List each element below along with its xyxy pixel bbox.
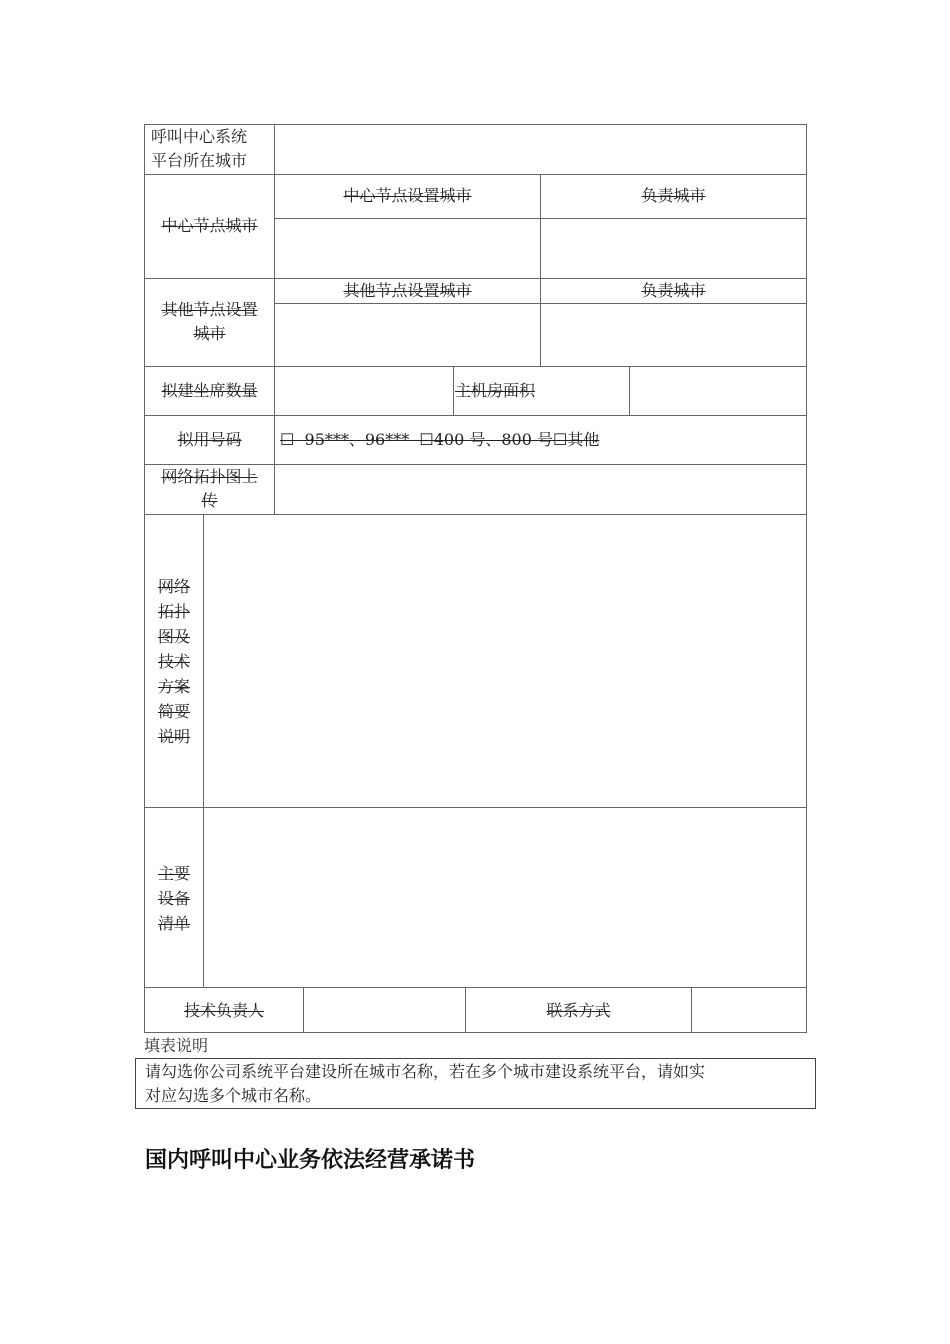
topology-desc-label: 网络拓扑图及技术方案简要说明 <box>157 577 190 746</box>
center-node-city-field[interactable] <box>275 219 540 278</box>
platform-city-field[interactable] <box>275 125 806 174</box>
seats-field[interactable] <box>275 367 453 415</box>
topology-upload-label-line2: 传 <box>201 491 218 510</box>
topology-upload-field[interactable] <box>275 465 806 514</box>
seats-label: 拟建坐席数量 <box>161 381 258 400</box>
other-node-city-header: 其他节点设置城市 <box>343 281 472 300</box>
platform-city-label-line1: 呼叫中心系统 <box>151 127 248 146</box>
platform-city-label-line2: 平台所在城市 <box>151 151 248 170</box>
room-area-field[interactable] <box>630 367 806 415</box>
center-node-responsible-header: 负责城市 <box>641 186 706 205</box>
notes-box <box>135 1058 816 1109</box>
number-label: 拟用号码 <box>177 430 242 449</box>
other-node-responsible-field[interactable] <box>541 304 806 366</box>
number-options[interactable]: ☐ 95***、96*** ☐400 号、800 号☐其他 <box>280 430 600 449</box>
notes-heading: 填表说明 <box>144 1036 209 1055</box>
topology-desc-field[interactable] <box>204 515 806 807</box>
other-node-label-line1: 其他节点设置 <box>161 300 258 319</box>
notes-text-line1: 请勾选你公司系统平台建设所在城市名称，若在多个城市建设系统平台，请如实 <box>145 1062 706 1081</box>
center-node-city-header: 中心节点设置城市 <box>343 186 472 205</box>
contact-label: 联系方式 <box>546 1001 611 1020</box>
other-node-city-field[interactable] <box>275 304 540 366</box>
equipment-field[interactable] <box>204 808 806 987</box>
section-title: 国内呼叫中心业务依法经营承诺书 <box>145 1148 476 1173</box>
room-area-label: 主机房面积 <box>455 381 536 400</box>
notes-text-line2: 对应勾选多个城市名称。 <box>145 1086 322 1105</box>
center-node-responsible-field[interactable] <box>541 219 806 278</box>
tech-lead-field[interactable] <box>304 988 465 1032</box>
equipment-label: 主要设备清单 <box>157 864 190 933</box>
topology-upload-label-line1: 网络拓扑图上 <box>161 467 258 486</box>
contact-field[interactable] <box>692 988 806 1032</box>
tech-lead-label: 技术负责人 <box>183 1001 264 1020</box>
center-node-label: 中心节点城市 <box>161 216 258 235</box>
other-node-responsible-header: 负责城市 <box>641 281 706 300</box>
other-node-label-line2: 城市 <box>193 324 226 343</box>
